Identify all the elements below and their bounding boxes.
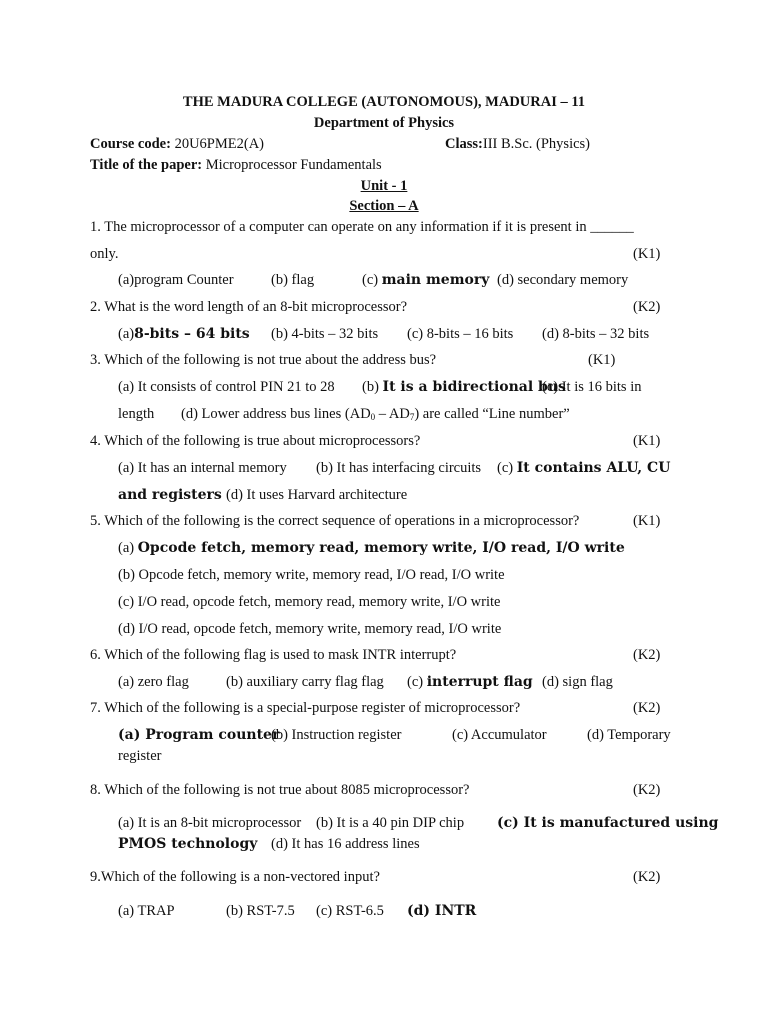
- q5-option-d: (d) I/O read, opcode fetch, memory write, memory read, I/O write: [118, 621, 502, 637]
- question-1: 1. The microprocessor of a computer can operate on any information if it is present in ______: [90, 219, 634, 235]
- question-1-level: (K1): [633, 246, 661, 262]
- q6-option-a: (a) zero flag: [118, 674, 189, 690]
- q4-option-c-prefix: (c): [497, 460, 517, 476]
- department-name: Department of Physics: [313, 115, 455, 131]
- question-9: 9.Which of the following is a non-vectored input?: [90, 869, 380, 885]
- q6-option-c-answer: interrupt flag: [426, 674, 533, 690]
- question-3-level: (K1): [588, 352, 616, 368]
- q2-option-d: (d) 8-bits – 32 bits: [542, 326, 650, 342]
- q2-option-b: (b) 4-bits – 32 bits: [271, 326, 379, 342]
- question-8-level: (K2): [633, 782, 661, 798]
- q3-option-b: [362, 378, 566, 396]
- q8-option-d: (d) It has 16 address lines: [271, 836, 420, 852]
- q8-option-a: (a) It is an 8-bit microprocessor: [118, 815, 302, 831]
- question-3: 3. Which of the following is not true about the address bus?: [90, 352, 437, 368]
- class-line: [445, 135, 590, 153]
- q6-option-c: [407, 673, 533, 691]
- q4-option-c: [497, 459, 670, 477]
- q5-option-a: [118, 539, 625, 557]
- q6-option-b: (b) auxiliary carry flag flag: [226, 674, 384, 690]
- q7-option-d-cont: register: [118, 748, 162, 764]
- question-4: 4. Which of the following is true about microprocessors?: [90, 433, 421, 449]
- question-2: 2. What is the word length of an 8-bit microprocessor?: [90, 299, 408, 315]
- q3-option-b-prefix: (b): [362, 379, 383, 395]
- question-6: 6. Which of the following flag is used to mask INTR interrupt?: [90, 647, 457, 663]
- q9-option-c: (c) RST-6.5: [316, 903, 384, 919]
- course-code-value: 20U6PME2(A): [174, 136, 264, 152]
- question-9-level: (K2): [633, 869, 661, 885]
- q5-option-b: (b) Opcode fetch, memory write, memory read, I/O read, I/O write: [118, 567, 505, 583]
- q3-subscript-7: 7: [409, 412, 415, 422]
- q3-option-a: (a) It consists of control PIN 21 to 28: [118, 379, 335, 395]
- q8-option-b: (b) It is a 40 pin DIP chip: [316, 815, 465, 831]
- q1-option-c-answer: main memory: [381, 272, 490, 288]
- paper-title-value: Microprocessor Fundamentals: [205, 157, 382, 173]
- q4-option-c-answer: It contains ALU, CU: [516, 460, 671, 476]
- q2-option-c: (c) 8-bits – 16 bits: [407, 326, 514, 342]
- section-heading: Section – A: [349, 198, 419, 214]
- question-4-level: (K1): [633, 433, 661, 449]
- q3-subscript-0: 0: [370, 412, 376, 422]
- college-name: THE MADURA COLLEGE (AUTONOMOUS), MADURAI – 11: [182, 94, 586, 110]
- class-label: Class:: [445, 136, 483, 152]
- question-5-level: (K1): [633, 513, 661, 529]
- q7-option-c: (c) Accumulator: [452, 727, 547, 743]
- q4-option-c-cont: and registers: [118, 487, 222, 503]
- question-7: 7. Which of the following is a special-purpose register of microprocessor?: [90, 700, 521, 716]
- question-1-cont: only.: [90, 246, 119, 262]
- q2-option-a-answer: 8-bits – 64 bits: [134, 326, 250, 342]
- q1-option-b: (b) flag: [271, 272, 315, 288]
- q1-option-c: [362, 271, 489, 289]
- q6-option-d: (d) sign flag: [542, 674, 613, 690]
- question-5: 5. Which of the following is the correct sequence of operations in a microprocessor?: [90, 513, 580, 529]
- q5-option-a-answer: Opcode fetch, memory read, memory write, I/O read, I/O write: [137, 540, 625, 556]
- q7-option-a: (a) Program counter: [118, 727, 280, 743]
- q3-option-c: (c) It is 16 bits in: [542, 379, 642, 395]
- q2-option-a: [118, 325, 250, 343]
- question-6-level: (K2): [633, 647, 661, 663]
- q7-option-d: (d) Temporary: [587, 727, 671, 743]
- course-code-label: Course code:: [90, 136, 171, 152]
- q1-option-c-prefix: (c): [362, 272, 382, 288]
- course-code-line: [90, 135, 264, 153]
- unit-heading: Unit - 1: [360, 178, 408, 194]
- q8-option-c: (c) It is manufactured using: [497, 815, 719, 831]
- q1-option-d: (d) secondary memory: [497, 272, 629, 288]
- q1-option-a: (a)program Counter: [118, 272, 234, 288]
- q5-option-a-prefix: (a): [118, 540, 138, 556]
- question-8: 8. Which of the following is not true about 8085 microprocessor?: [90, 782, 470, 798]
- paper-title-label: Title of the paper:: [90, 157, 203, 173]
- q8-option-c-cont: PMOS technology: [118, 836, 258, 852]
- q3-option-d-mid: – AD: [375, 406, 410, 422]
- paper-title-line: [90, 156, 382, 174]
- q6-option-c-prefix: (c): [407, 674, 427, 690]
- q9-option-a: (a) TRAP: [118, 903, 175, 919]
- q3-option-b-answer: It is a bidirectional bus: [382, 379, 566, 395]
- q9-option-b: (b) RST-7.5: [226, 903, 295, 919]
- q2-option-a-prefix: (a): [118, 326, 135, 342]
- q9-option-d: (d) INTR: [407, 903, 477, 919]
- question-2-level: (K2): [633, 299, 661, 315]
- q7-option-b: (b) Instruction register: [271, 727, 402, 743]
- q4-option-d: (d) It uses Harvard architecture: [226, 487, 408, 503]
- class-value: III B.Sc. (Physics): [482, 136, 591, 152]
- q4-option-a: (a) It has an internal memory: [118, 460, 287, 476]
- q3-option-d: [181, 405, 570, 423]
- question-7-level: (K2): [633, 700, 661, 716]
- q5-option-c: (c) I/O read, opcode fetch, memory read, memory write, I/O write: [118, 594, 501, 610]
- q3-option-d-text: (d) Lower address bus lines (AD: [181, 406, 371, 422]
- q3-option-c-cont: length: [118, 406, 155, 422]
- q4-option-b: (b) It has interfacing circuits: [316, 460, 482, 476]
- q3-option-d-end: ) are called “Line number”: [414, 406, 570, 422]
